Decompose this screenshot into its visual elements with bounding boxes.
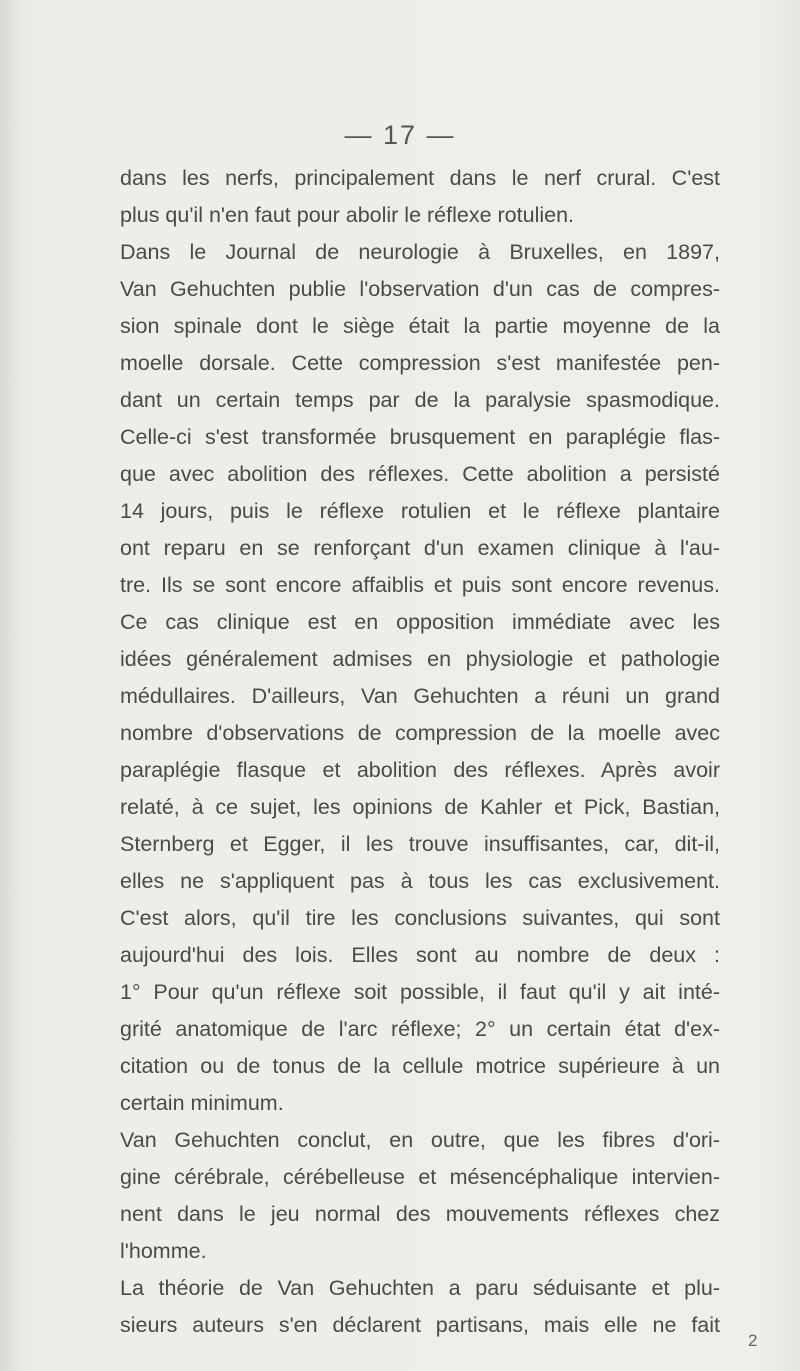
text-line: certain minimum. xyxy=(120,1091,284,1115)
text-line: elles ne s'appliquent pas à tous les cas exclusivement. xyxy=(120,869,720,893)
text-line: plus qu'il n'en faut pour abolir le réflexe rotulien. xyxy=(120,203,575,227)
text-line: moelle dorsale. Cette compression s'est manifestée pen- xyxy=(120,351,720,375)
body-text xyxy=(120,160,720,1344)
text-line: paraplégie flasque et abolition des réflexes. Après avoir xyxy=(120,758,720,782)
text-line: Van Gehuchten publie l'observation d'un cas de compres- xyxy=(120,277,720,301)
text-line: tre. Ils se sont encore affaiblis et puis sont encore revenus. xyxy=(120,573,720,597)
text-line: nombre d'observations de compression de la moelle avec xyxy=(120,721,720,745)
page-number: — 17 — xyxy=(344,120,456,150)
text-line: médullaires. D'ailleurs, Van Gehuchten a réuni un grand xyxy=(120,684,720,708)
text-line: ont reparu en se renforçant d'un examen clinique à l'au- xyxy=(120,536,720,560)
text-line: Dans le Journal de neurologie à Bruxelles, en 1897, xyxy=(120,240,720,264)
text-line: idées généralement admises en physiologie et pathologie xyxy=(120,647,720,671)
text-line: Ce cas clinique est en opposition immédiate avec les xyxy=(120,610,720,634)
text-line: Van Gehuchten conclut, en outre, que les fibres d'ori- xyxy=(120,1128,720,1152)
text-line: dant un certain temps par de la paralysie spasmodique. xyxy=(120,388,720,412)
text-line: relaté, à ce sujet, les opinions de Kahler et Pick, Bastian, xyxy=(120,795,720,819)
text-line: Sternberg et Egger, il les trouve insuffisantes, car, dit-il, xyxy=(120,832,720,856)
text-line: que avec abolition des réflexes. Cette abolition a persisté xyxy=(120,462,720,486)
text-line: dans les nerfs, principalement dans le nerf crural. C'est xyxy=(120,166,720,190)
text-line: C'est alors, qu'il tire les conclusions suivantes, qui sont xyxy=(120,906,720,930)
text-line: citation ou de tonus de la cellule motrice supérieure à un xyxy=(120,1054,720,1078)
text-line: grité anatomique de l'arc réflexe; 2° un certain état d'ex- xyxy=(120,1017,720,1041)
text-line: gine cérébrale, cérébelleuse et mésencéphalique intervien- xyxy=(120,1165,720,1189)
text-line: 1° Pour qu'un réflexe soit possible, il faut qu'il y ait inté- xyxy=(120,980,720,1004)
text-line: nent dans le jeu normal des mouvements réflexes chez xyxy=(120,1202,720,1226)
text-line: sieurs auteurs s'en déclarent partisans, mais elle ne fait xyxy=(120,1313,720,1337)
signature-mark: 2 xyxy=(748,1331,758,1350)
text-line: aujourd'hui des lois. Elles sont au nombre de deux : xyxy=(120,943,720,967)
text-line: sion spinale dont le siège était la partie moyenne de la xyxy=(120,314,720,338)
text-line: Celle-ci s'est transformée brusquement en paraplégie flas- xyxy=(120,425,720,449)
text-line: l'homme. xyxy=(120,1239,207,1263)
text-line: La théorie de Van Gehuchten a paru séduisante et plu- xyxy=(120,1276,720,1300)
text-line: 14 jours, puis le réflexe rotulien et le réflexe plantaire xyxy=(120,499,720,523)
